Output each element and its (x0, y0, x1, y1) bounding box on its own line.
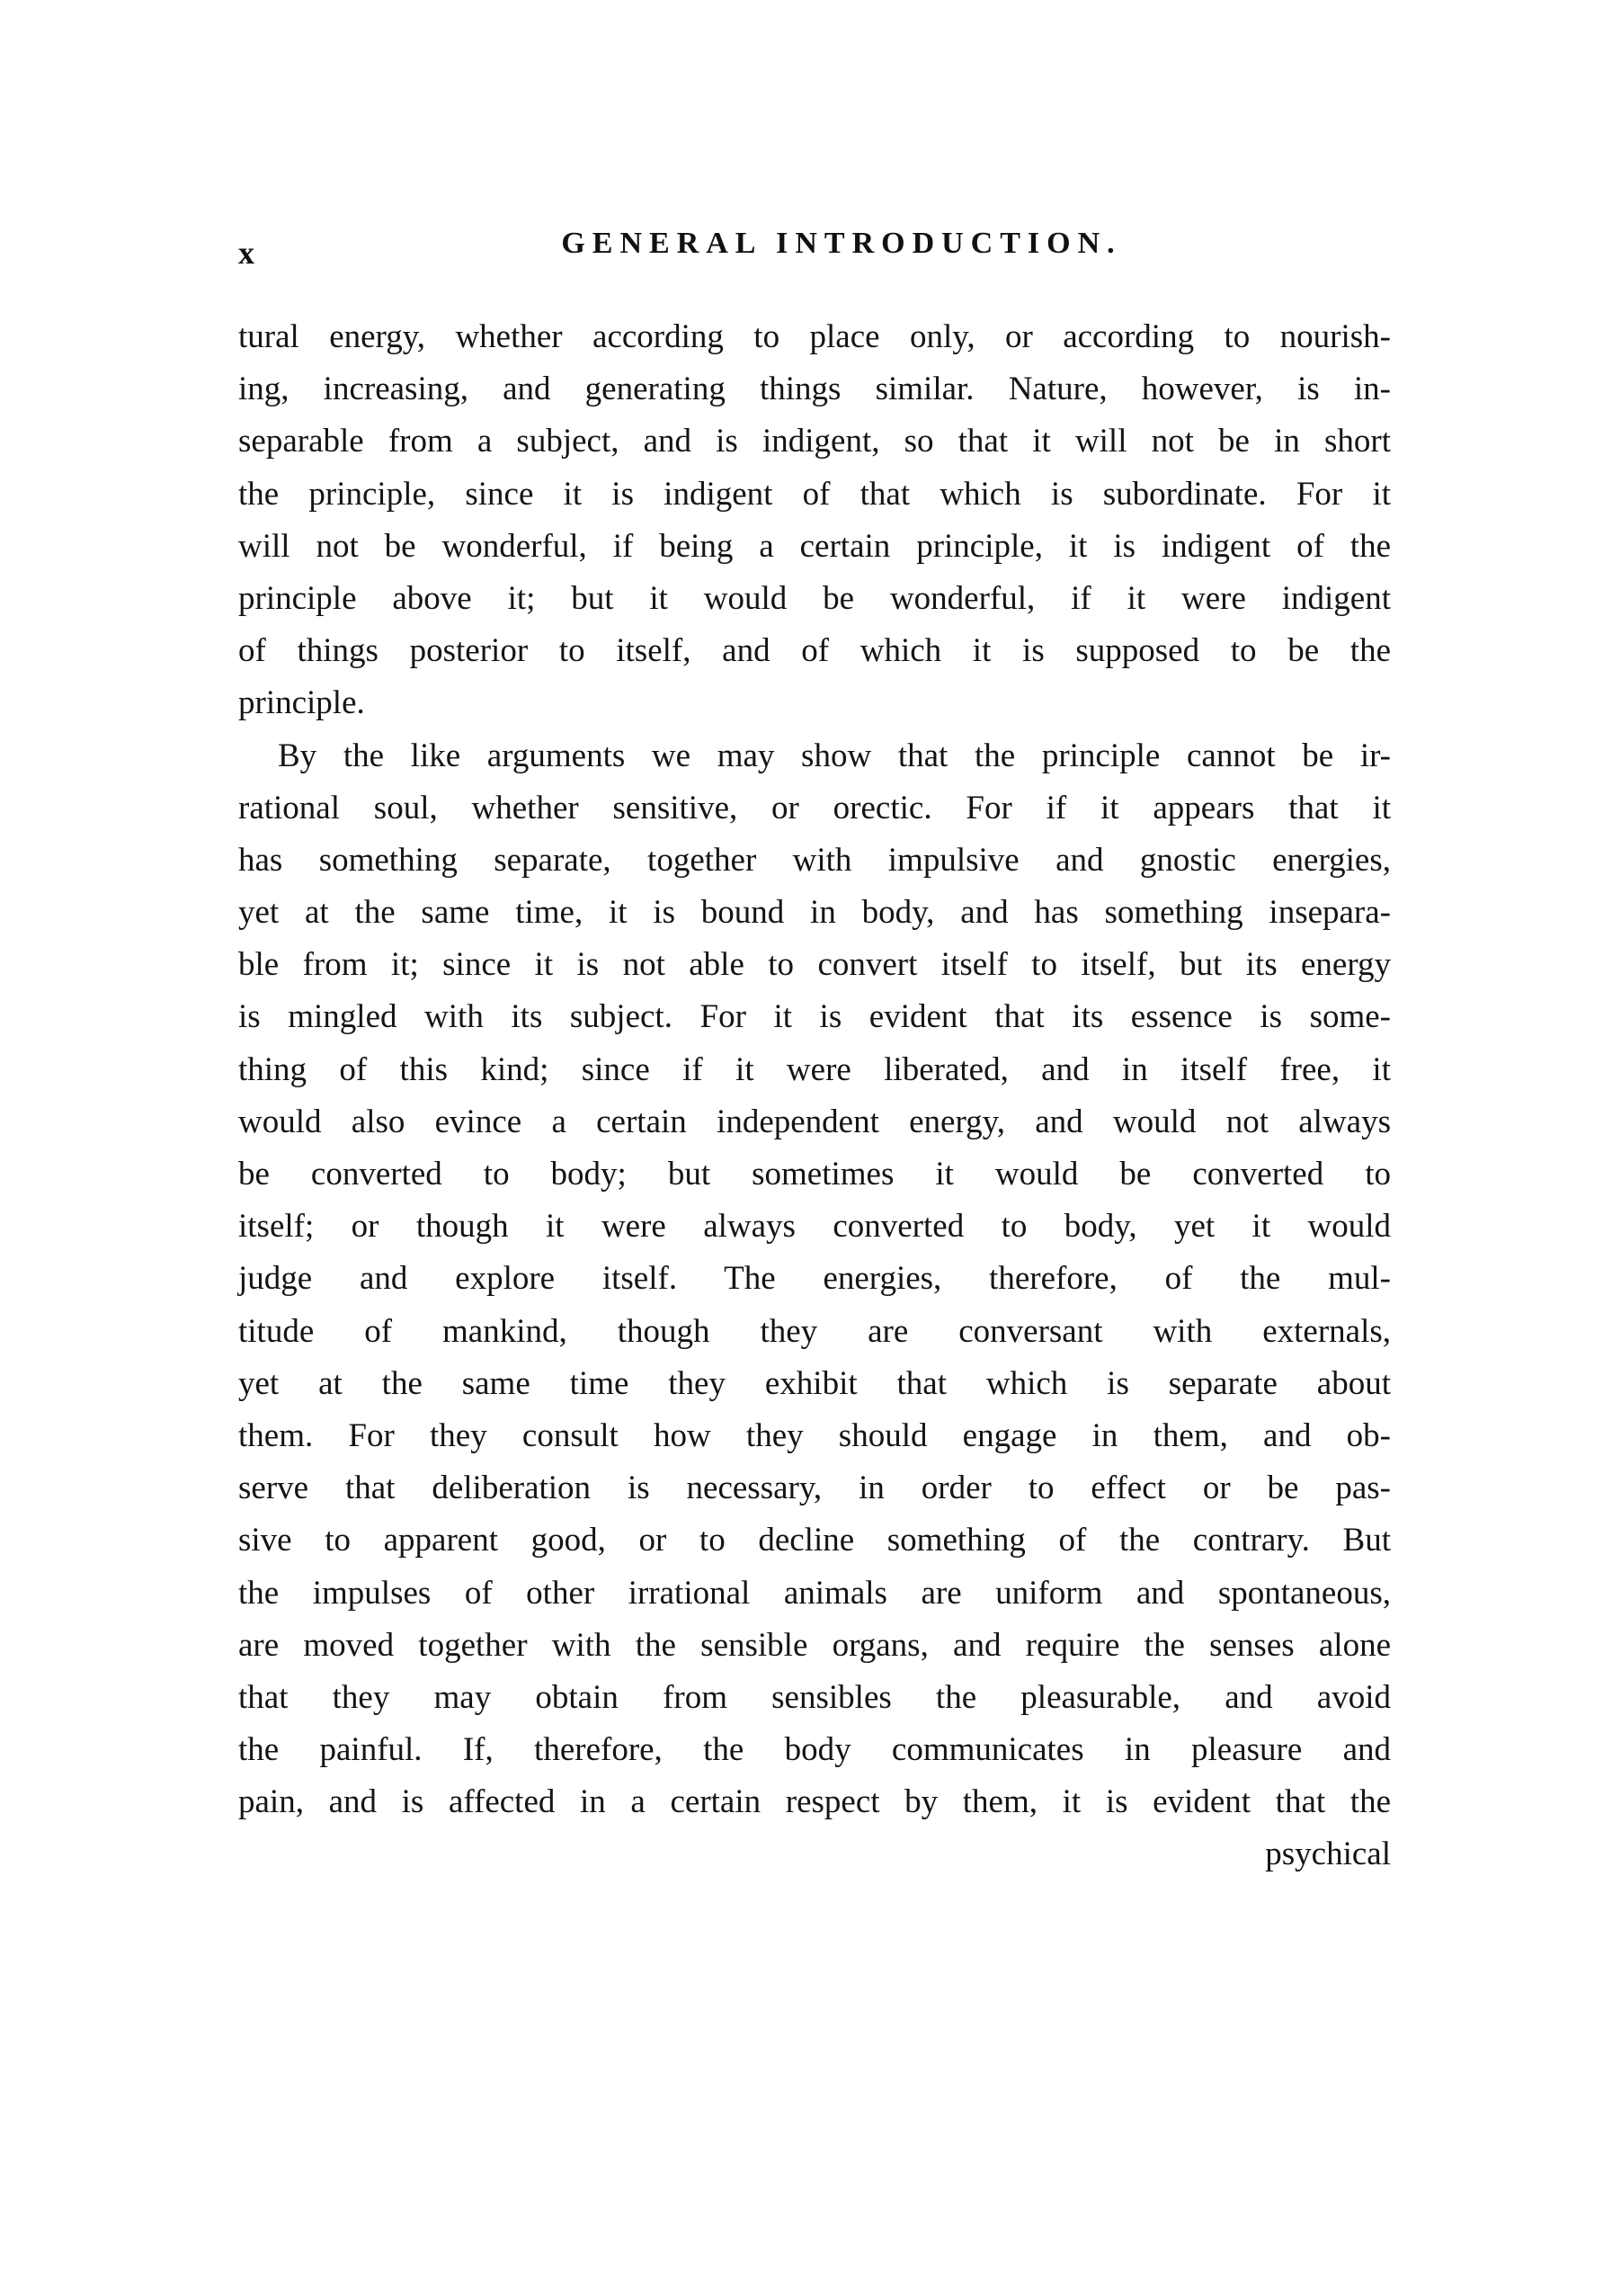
text-line: are moved together with the sensible organs, and require the senses alone (238, 1626, 1391, 1664)
paragraph (238, 730, 1391, 1829)
text-line: serve that deliberation is necessary, in order to effect or be pas- (238, 1470, 1391, 1507)
text-line: yet at the same time they exhibit that which is separate about (238, 1364, 1391, 1402)
text-line: the impulses of other irrational animals are uniform and spontaneous, (238, 1574, 1391, 1612)
text-line: the principle, since it is indigent of that which is subordinate. For it (238, 475, 1391, 513)
running-head (238, 227, 1391, 281)
text-line: be converted to body; but sometimes it would be converted to (238, 1156, 1391, 1193)
text-line: ble from it; since it is not able to convert itself to itself, but its energy (238, 946, 1391, 984)
text-line: has something separate, together with impulsive and gnostic energies, (238, 841, 1391, 879)
text-line: judge and explore itself. The energies, therefore, of the mul- (238, 1260, 1391, 1298)
text-line: tural energy, whether according to place only, or according to nourish- (238, 318, 1391, 355)
text-line: sive to apparent good, or to decline something of the contrary. But (238, 1522, 1391, 1559)
text-line: would also evince a certain independent energy, and would not always (238, 1103, 1391, 1140)
page-number: x (238, 235, 254, 271)
text-line: rational soul, whether sensitive, or orectic. For if it appears that it (238, 789, 1391, 826)
running-title: GENERAL INTRODUCTION. (561, 227, 1122, 260)
text-line: the painful. If, therefore, the body communicates in pleasure and (238, 1731, 1391, 1769)
text-line: principle. (238, 684, 365, 722)
text-line: of things posterior to itself, and of which it is supposed to be the (238, 632, 1391, 670)
text-line: pain, and is affected in a certain respect by them, it is evident that the (238, 1783, 1391, 1821)
text-line: them. For they consult how they should engage in them, and ob- (238, 1416, 1391, 1454)
text-line: that they may obtain from sensibles the pleasurable, and avoid (238, 1678, 1391, 1716)
text-line: separable from a subject, and is indigent, so that it will not be in short (238, 423, 1391, 460)
catchword: psychical (1265, 1836, 1391, 1872)
paragraph (238, 311, 1391, 730)
text-line: principle above it; but it would be wonderful, if it were indigent (238, 579, 1391, 617)
text-line: is mingled with its subject. For it is evident that its essence is some- (238, 998, 1391, 1036)
body-text (238, 311, 1391, 1828)
text-line: titude of mankind, though they are conversant with externals, (238, 1312, 1391, 1350)
text-line: By the like arguments we may show that the principle cannot be ir- (278, 737, 1391, 774)
text-line: ing, increasing, and generating things similar. Nature, however, is in- (238, 371, 1391, 408)
text-line: will not be wonderful, if being a certain principle, it is indigent of the (238, 527, 1391, 565)
text-line: thing of this kind; since if it were liberated, and in itself free, it (238, 1050, 1391, 1088)
text-line: itself; or though it were always converted to body, yet it would (238, 1208, 1391, 1246)
text-line: yet at the same time, it is bound in body, and has something insepara- (238, 894, 1391, 932)
